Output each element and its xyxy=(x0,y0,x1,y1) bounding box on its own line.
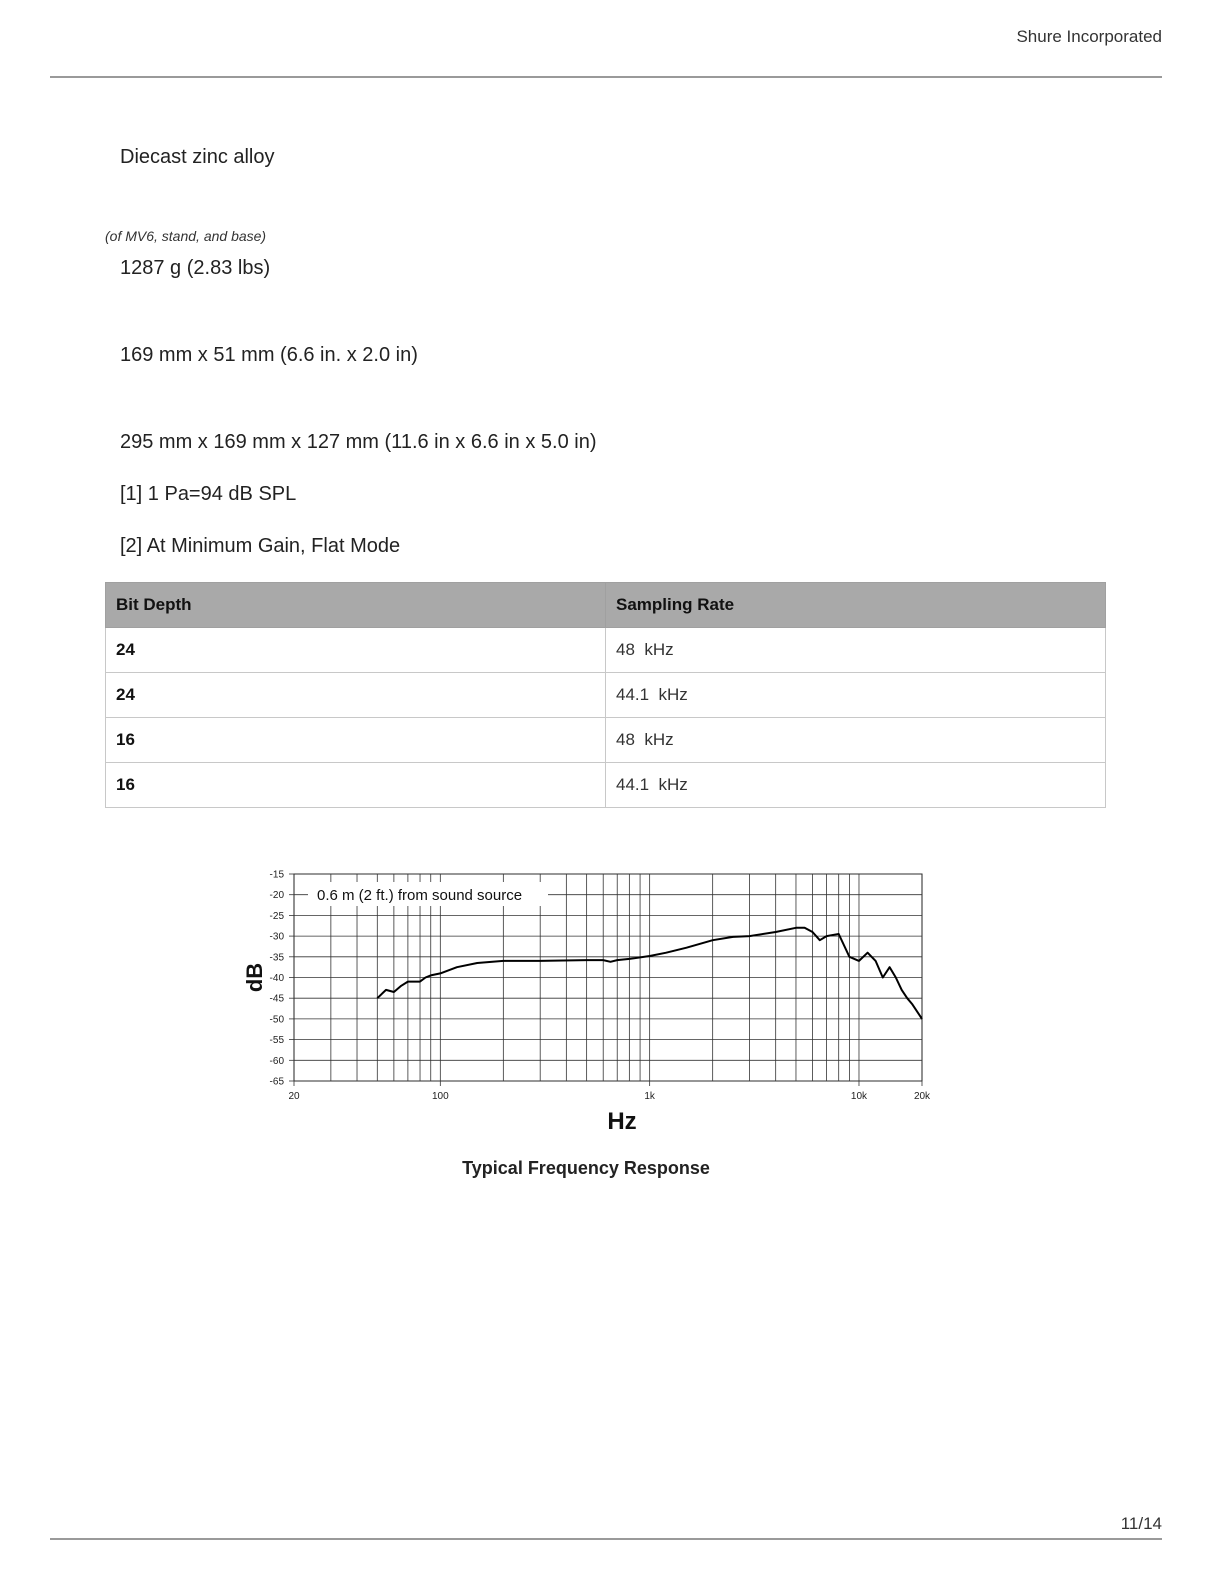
table-row xyxy=(106,718,1106,763)
header-company: Shure Incorporated xyxy=(1016,27,1162,46)
sampling-table xyxy=(105,582,1106,808)
cell-bit-depth: 16 xyxy=(106,763,606,808)
spec-dimensions-package: 295 mm x 169 mm x 127 mm (11.6 in x 6.6 in x 5.0 in) xyxy=(120,431,597,453)
x-tick-label: 10k xyxy=(850,1091,868,1102)
y-tick-label: -65 xyxy=(269,1076,284,1088)
y-tick-label: -40 xyxy=(269,973,284,984)
y-tick-label: -25 xyxy=(269,910,284,922)
y-axis-label: dB xyxy=(242,962,267,993)
y-tick-label: -15 xyxy=(269,869,284,881)
footer-rule xyxy=(50,1538,1162,1540)
header-sampling-rate: Sampling Rate xyxy=(606,583,1106,628)
chart-annotation: 0.6 m (2 ft.) from sound source xyxy=(317,887,523,904)
cell-sampling-rate: 44.1 kHz xyxy=(606,673,1106,718)
header-bit-depth: Bit Depth xyxy=(106,583,606,628)
cell-sampling-rate: 48 kHz xyxy=(606,628,1106,673)
spec-weight-note: (of MV6, stand, and base) xyxy=(105,228,267,244)
y-tick-label: -30 xyxy=(269,931,284,943)
spec-weight: 1287 g (2.83 lbs) xyxy=(120,257,271,279)
frequency-response-chart xyxy=(230,860,950,1140)
table-row xyxy=(106,763,1106,808)
spec-dimensions-mic: 169 mm x 51 mm (6.6 in. x 2.0 in) xyxy=(120,344,418,366)
y-tick-label: -45 xyxy=(269,993,284,1005)
x-axis-label: Hz xyxy=(607,1108,637,1135)
cell-sampling-rate: 48 kHz xyxy=(606,718,1106,763)
table-header-row xyxy=(106,583,1106,628)
y-tick-label: -50 xyxy=(269,1014,284,1026)
y-tick-label: -55 xyxy=(269,1035,284,1047)
x-tick-label: 20 xyxy=(288,1091,300,1102)
footnote-1: [1] 1 Pa=94 dB SPL xyxy=(120,483,297,505)
figure-caption: Typical Frequency Response xyxy=(462,1158,710,1178)
spec-material: Diecast zinc alloy xyxy=(120,146,275,168)
y-tick-label: -35 xyxy=(269,952,284,964)
cell-bit-depth: 16 xyxy=(106,718,606,763)
cell-bit-depth: 24 xyxy=(106,673,606,718)
header-rule xyxy=(50,76,1162,78)
footnote-2: [2] At Minimum Gain, Flat Mode xyxy=(120,535,401,557)
y-tick-label: -60 xyxy=(269,1055,284,1067)
table-row xyxy=(106,628,1106,673)
y-tick-label: -20 xyxy=(269,890,284,902)
x-tick-label: 20k xyxy=(913,1091,931,1102)
table-row xyxy=(106,673,1106,718)
cell-sampling-rate: 44.1 kHz xyxy=(606,763,1106,808)
page-number: 11/14 xyxy=(1120,1514,1162,1533)
x-tick-label: 100 xyxy=(431,1091,449,1102)
cell-bit-depth: 24 xyxy=(106,628,606,673)
x-tick-label: 1k xyxy=(644,1091,655,1102)
